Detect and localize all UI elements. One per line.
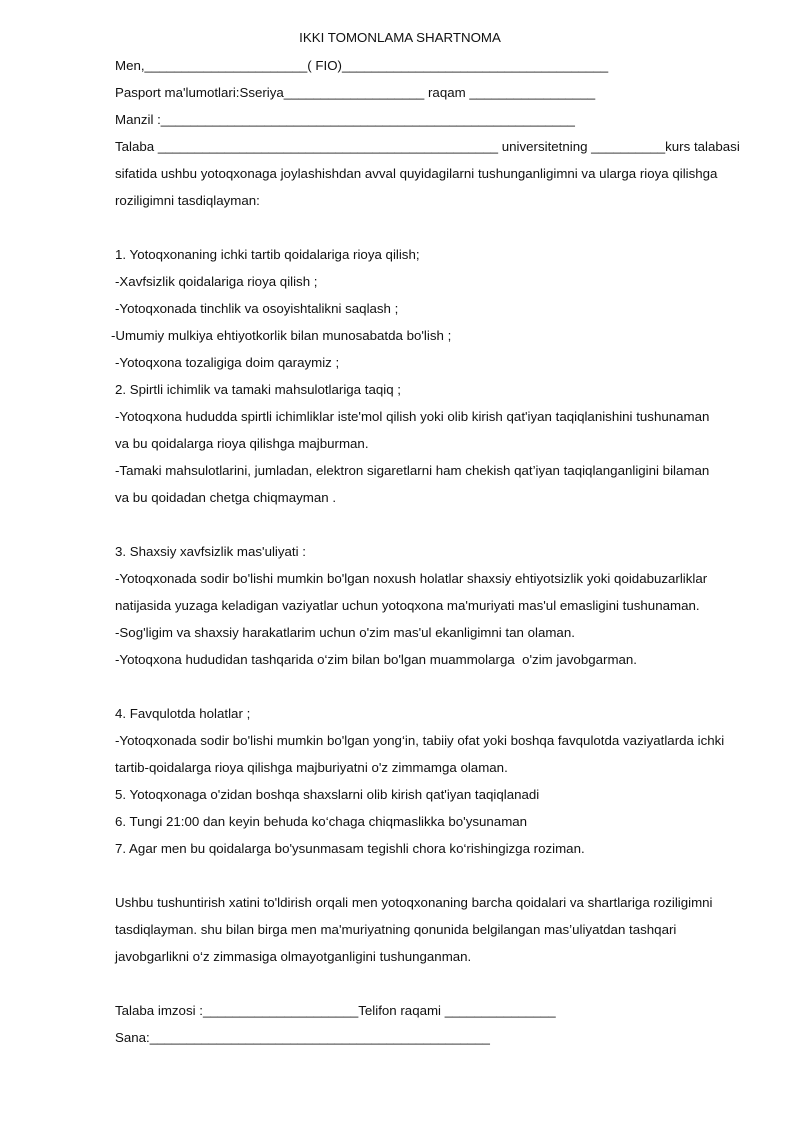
rule-3-heading: 3. Shaxsiy xavfsizlik mas'uliyati :: [115, 544, 306, 559]
rule-1-item: -Yotoqxona tozaligiga doim qaraymiz ;: [115, 355, 340, 370]
signature-phone-line: Talaba imzosi :_____________________Telifon raqami _______________: [115, 1003, 556, 1018]
closing-line-3: javobgarlikni o‘z zimmasiga olmayotganligini tushunganman.: [115, 949, 472, 964]
rule-2-item: -Tamaki mahsulotlarini, jumladan, elektron sigaretlarni ham chekish qat’iyan taqiqlanganligini bilaman: [115, 463, 710, 478]
student-line: Talaba ______________________________________________ universitetning __________kurs talabasi: [115, 139, 740, 154]
intro-line-2: roziligimni tasdiqlayman:: [115, 193, 260, 208]
rule-1-item: -Xavfsizlik qoidalariga rioya qilish ;: [115, 274, 318, 289]
rule-3-item: natijasida yuzaga keladigan vaziyatlar uchun yotoqxona ma'muriyati mas'ul emasligini tushunaman.: [115, 598, 700, 613]
rule-6: 6. Tungi 21:00 dan keyin behuda ko‘chaga chiqmaslikka bo'ysunaman: [115, 814, 528, 829]
rule-2-item: -Yotoqxona hududda spirtli ichimliklar iste'mol qilish yoki olib kirish qat'iyan taqiqlanishini tushunaman: [115, 409, 710, 424]
rule-2-item: va bu qoidadan chetga chiqmayman .: [115, 490, 337, 505]
closing-line-1: Ushbu tushuntirish xatini to'ldirish orqali men yotoqxonaning barcha qoidalari va shartlariga roziligimni: [115, 895, 713, 910]
rule-1-heading: 1. Yotoqxonaning ichki tartib qoidalariga rioya qilish;: [115, 247, 420, 262]
document-title: IKKI TOMONLAMA SHARTNOMA: [299, 30, 501, 45]
rule-2-heading: 2. Spirtli ichimlik va tamaki mahsulotlariga taqiq ;: [115, 382, 401, 397]
fio-line: Men,______________________( FIO)____________________________________: [115, 58, 609, 73]
intro-line-1: sifatida ushbu yotoqxonaga joylashishdan avval quyidagilarni tushunganligimni va ularga rioya qilishga: [115, 166, 718, 181]
date-line: Sana:______________________________________________: [115, 1030, 490, 1045]
rule-3-item: -Sog'ligim va shaxsiy harakatlarim uchun o'zim mas'ul ekanligimni tan olaman.: [115, 625, 575, 640]
rule-4-item: tartib-qoidalarga rioya qilishga majburiyatni o'z zimmamga olaman.: [115, 760, 508, 775]
rule-3-item: -Yotoqxonada sodir bo'lishi mumkin bo'lgan noxush holatlar shaxsiy ehtiyotsizlik yoki qoidabuzarliklar: [115, 571, 708, 586]
passport-line: Pasport ma'lumotlari:Sseriya___________________ raqam _________________: [115, 85, 596, 100]
rule-4-heading: 4. Favqulotda holatlar ;: [115, 706, 251, 721]
closing-line-2: tasdiqlayman. shu bilan birga men ma'muriyatning qonunida belgilangan mas’uliyatdan tashqari: [115, 922, 677, 937]
rule-3-item: -Yotoqxona hududidan tashqarida o‘zim bilan bo'lgan muammolarga o'zim javobgarman.: [115, 652, 637, 667]
rule-5: 5. Yotoqxonaga o'zidan boshqa shaxslarni olib kirish qat'iyan taqiqlanadi: [115, 787, 540, 802]
rule-1-item: -Yotoqxonada tinchlik va osoyishtalikni saqlash ;: [115, 301, 399, 316]
rule-1-item: -Umumiy mulkiya ehtiyotkorlik bilan munosabatda bo'lish ;: [111, 328, 452, 343]
rule-4-item: -Yotoqxonada sodir bo'lishi mumkin bo'lgan yong‘in, tabiiy ofat yoki boshqa favqulotda vaziyatlarda ichki: [115, 733, 725, 748]
rule-2-item: va bu qoidalarga rioya qilishga majburman.: [115, 436, 369, 451]
rule-7: 7. Agar men bu qoidalarga bo'ysunmasam tegishli chora ko‘rishingizga roziman.: [115, 841, 585, 856]
address-line: Manzil :________________________________________________________: [115, 112, 575, 127]
